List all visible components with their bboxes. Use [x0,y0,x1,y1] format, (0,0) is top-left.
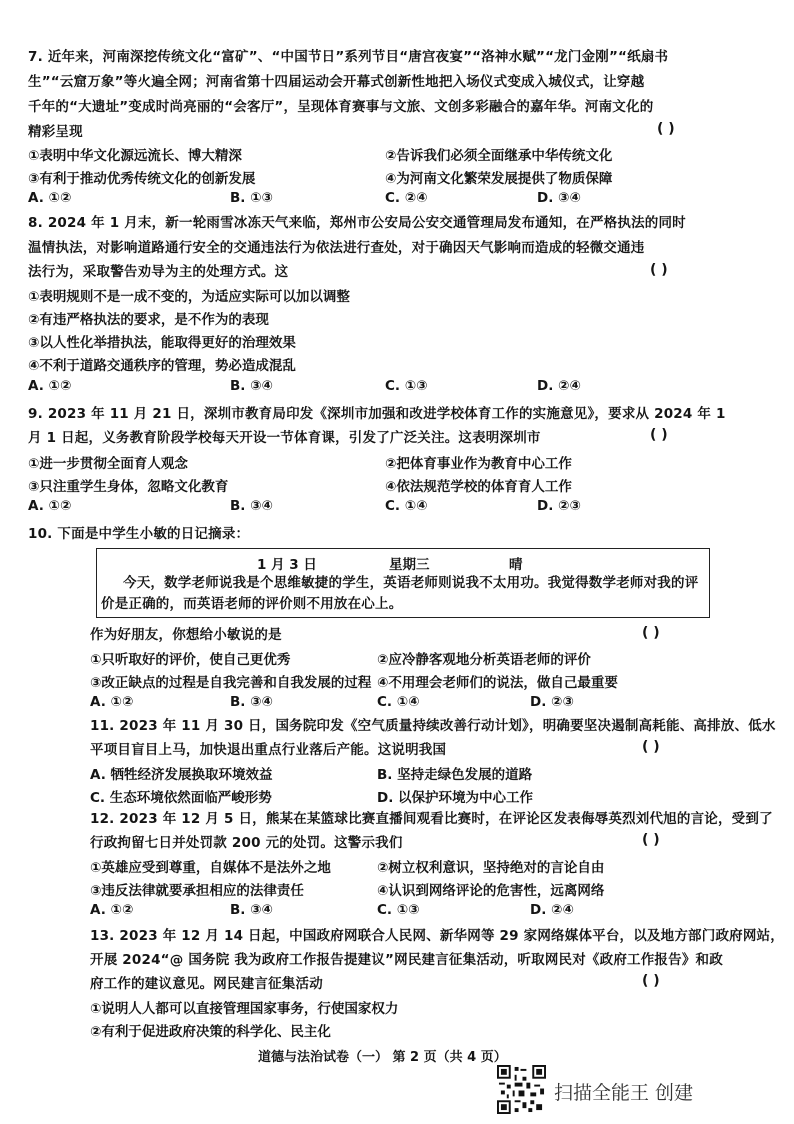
q7-option-c: C. ②④ [385,190,428,206]
q9-statement-2: ②把体育事业作为教育中心工作 [385,456,572,472]
q9-option-a: A. ①② [28,498,72,514]
q10-option-b: B. ③④ [230,694,273,710]
q9-line-1: 9. 2023 年 11 月 21 日，深圳市教育局印发《深圳市加强和改进学校体育工作的实施意见》，要求从 2024 年 1 [28,406,726,422]
qr-code-icon [497,1064,546,1115]
q11-option-d: D. 以保护环境为中心工作 [377,790,534,806]
q7-option-d: D. ③④ [537,190,581,206]
q13-line-3: 府工作的建议意见。网民建言征集活动 [90,976,323,992]
q10-statement-4: ④不用理会老师们的说法，做自己最重要 [377,675,618,691]
diary-excerpt-box [96,548,710,618]
q7-answer-bracket: ( ) [657,121,675,137]
q11-line-1: 11. 2023 年 11 月 30 日，国务院印发《空气质量持续改善行动计划》，明确要坚决遏制高耗能、高排放、低水 [90,718,776,734]
q12-line-2: 行政拘留七日并处罚款 200 元的处罚。这警示我们 [90,835,403,851]
q8-line-3: 法行为，采取警告劝导为主的处理方式。这 [28,264,289,280]
q7-statement-3: ③有利于推动优秀传统文化的创新发展 [28,171,256,187]
q10-option-c: C. ①④ [377,694,420,710]
page-footer: 道德与法治试卷（一） 第 2 页（共 4 页） [258,1050,507,1065]
q12-statement-2: ②树立权利意识，坚持绝对的言论自由 [377,860,605,876]
q9-answer-bracket: ( ) [650,427,668,443]
q12-statement-3: ③违反法律就要承担相应的法律责任 [90,883,304,899]
q9-line-2: 月 1 日起，义务教育阶段学校每天开设一节体育课，引发了广泛关注。这表明深圳市 [28,430,541,446]
diary-text-line-2: 价是正确的，而英语老师的评价则不用放在心上。 [101,596,403,612]
q8-option-b: B. ③④ [230,378,273,394]
q8-statement-3: ③以人性化举措执法，能取得更好的治理效果 [28,335,296,351]
q13-line-1: 13. 2023 年 12 月 14 日起，中国政府网联合人民网、新华网等 29 家网络媒体平台，以及地方部门政府网站， [90,928,784,944]
q9-option-d: D. ②③ [537,498,581,514]
q7-statement-2: ②告诉我们必须全面继承中华传统文化 [385,148,613,164]
q7-statement-1: ①表明中华文化源远流长、博大精深 [28,148,242,164]
q12-statement-4: ④认识到网络评论的危害性，远离网络 [377,883,605,899]
q8-line-2: 温情执法，对影响道路通行安全的交通违法行为依法进行查处，对于确因天气影响而造成的轻微交通违 [28,240,645,256]
q13-answer-bracket: ( ) [642,973,660,989]
q9-statement-3: ③只注重学生身体，忽略文化教育 [28,479,229,495]
q7-option-a: A. ①② [28,190,72,206]
q10-statement-1: ①只听取好的评价，使自己更优秀 [90,652,291,668]
q8-option-a: A. ①② [28,378,72,394]
q12-option-a: A. ①② [90,902,134,918]
q9-statement-1: ①进一步贯彻全面育人观念 [28,456,188,472]
q11-answer-bracket: ( ) [642,739,660,755]
q10-option-a: A. ①② [90,694,134,710]
q8-line-1: 8. 2024 年 1 月末，新一轮雨雪冰冻天气来临，郑州市公安局公安交通管理局发布通知，在严格执法的同时 [28,215,686,231]
diary-weekday: 星期三 [389,557,430,573]
q8-statement-4: ④不利于道路交通秩序的管理，势必造成混乱 [28,358,296,374]
q8-option-d: D. ②④ [537,378,581,394]
q9-option-b: B. ③④ [230,498,273,514]
q11-option-c: C. 生态环境依然面临严峻形势 [90,790,272,806]
q10-line-1: 10. 下面是中学生小敏的日记摘录： [28,526,250,542]
q8-statement-1: ①表明规则不是一成不变的，为适应实际可以加以调整 [28,289,350,305]
q8-statement-2: ②有违严格执法的要求，是不作为的表现 [28,312,269,328]
diary-text-line-1: 今天，数学老师说我是个思维敏捷的学生，英语老师则说我不太用功。我觉得数学老师对我的评 [123,575,699,591]
q12-option-c: C. ①③ [377,902,420,918]
diary-weather: 晴 [509,557,523,573]
q11-option-b: B. 坚持走绿色发展的道路 [377,767,533,783]
q10-statement-3: ③改正缺点的过程是自我完善和自我发展的过程 [90,675,372,691]
q12-line-1: 12. 2023 年 12 月 5 日，熊某在某篮球比赛直播间观看比赛时，在评论区发表侮辱英烈刘代旭的言论，受到了 [90,811,773,827]
q13-statement-2: ②有利于促进政府决策的科学化、民主化 [90,1024,331,1040]
q8-option-c: C. ①③ [385,378,428,394]
q9-option-c: C. ①④ [385,498,428,514]
q8-answer-bracket: ( ) [650,262,668,278]
q10-option-d: D. ②③ [530,694,574,710]
diary-date: 1 月 3 日 [257,557,317,573]
q12-answer-bracket: ( ) [642,832,660,848]
q7-line-1: 7. 近年来，河南深挖传统文化“富矿”、“中国节日”系列节目“唐宫夜宴”“洛神水赋”“龙门金刚”“纸扇书 [28,49,669,65]
q10-answer-bracket: ( ) [642,625,660,641]
q10-line-2: 作为好朋友，你想给小敏说的是 [90,627,282,643]
q7-line-3: 千年的“大遗址”变成时尚亮丽的“会客厅”，呈现体育赛事与文旅、文创多彩融合的嘉年华。河南文化的 [28,99,654,115]
q12-option-d: D. ②④ [530,902,574,918]
q9-statement-4: ④依法规范学校的体育育人工作 [385,479,572,495]
q12-option-b: B. ③④ [230,902,273,918]
q7-statement-4: ④为河南文化繁荣发展提供了物质保障 [385,171,613,187]
q7-line-2: 生”“云窟万象”等火遍全网；河南省第十四届运动会开幕式创新性地把入场仪式变成入城仪式，让穿越 [28,74,645,90]
q7-option-b: B. ①③ [230,190,273,206]
q13-line-2: 开展 2024“@ 国务院 我为政府工作报告提建议”网民建言征集活动，听取网民对《政府工作报告》和政 [90,952,723,968]
scanner-watermark: 扫描全能王 创建 [554,1082,694,1104]
q10-statement-2: ②应冷静客观地分析英语老师的评价 [377,652,591,668]
q12-statement-1: ①英雄应受到尊重，自媒体不是法外之地 [90,860,331,876]
q11-line-2: 平项目盲目上马，加快退出重点行业落后产能。这说明我国 [90,742,447,758]
q13-statement-1: ①说明人人都可以直接管理国家事务，行使国家权力 [90,1001,399,1017]
q11-option-a: A. 牺牲经济发展换取环境效益 [90,767,273,783]
q7-line-4: 精彩呈现 [28,124,83,140]
